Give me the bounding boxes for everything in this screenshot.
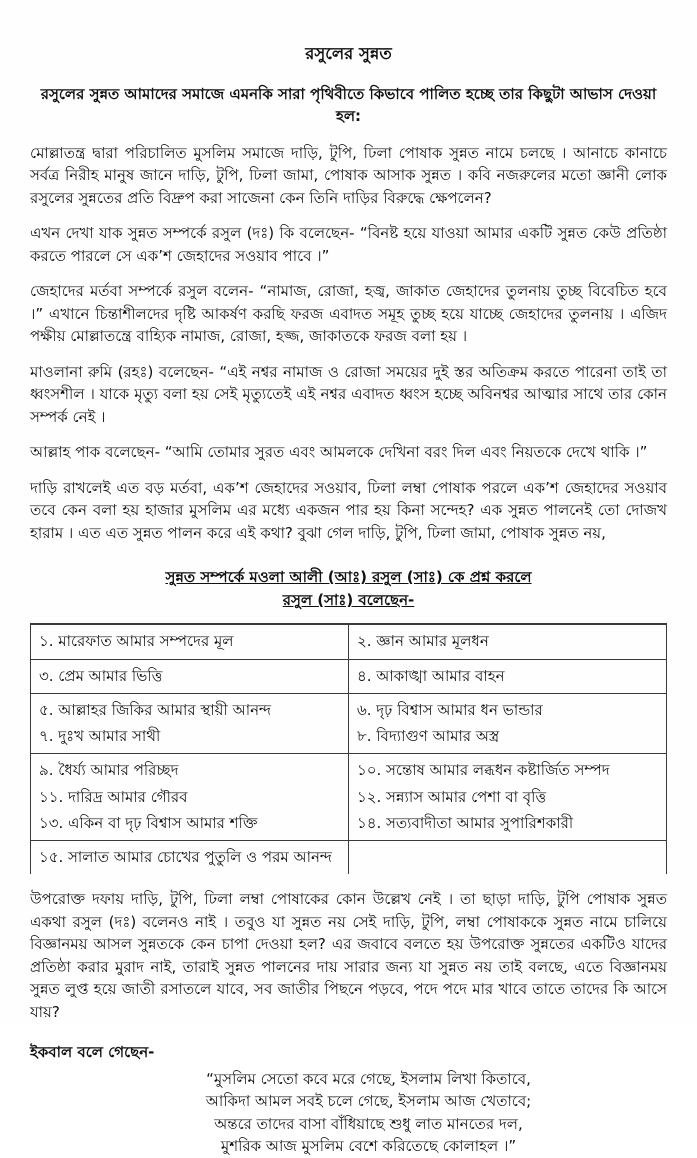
table-item: ১২. সন্ন্যাস আমার পেশা বা বৃত্তি — [357, 787, 547, 806]
table-item: ৮. বিদ্যাগুণ আমার অস্ত্র — [357, 727, 500, 745]
table-cell — [31, 624, 349, 659]
table-item: ৭. দুঃখ আমার সাথী — [39, 727, 161, 745]
table-row — [31, 693, 667, 754]
paragraph: মাওলানা রুমি (রহঃ) বলেছেন- “এই নশ্বর নামাজ ও রোজা সময়ের দুই স্তর অতিক্রম করতে পারেনা তাই তা ধ্বংসশীল । যাকে মৃত্যু বলা হয় সেই মৃত্যুতেই এই নশ্বর এবাদত ধ্বংস হচ্ছে অবিনশ্বর আত্মার সাথে তার কোন সম্পর্ক নেই । — [30, 362, 667, 426]
table-item: ৬. দৃঢ় বিশ্বাস আমার ধন ভান্ডার — [357, 700, 543, 719]
closing-paragraph: উপরোক্ত দফায় দাড়ি, টুপি, ঢিলা লম্বা পোষাকের কোন উল্লেখ নেই । তা ছাড়া দাড়ি, টুপি পোষাক সুন্নত একথা রসুল (দঃ) বলেনও নাই । তবুও যা সুন্নত নয় সেই দাড়ি, টুপি, লম্বা পোষাককে সুন্নত নামে চালিয়ে বিজ্ঞানময় আসল সুন্নতকে কেন চাপা দেওয়া হল? এর জবাবে বলতে হয় উপরোক্ত সুন্নতের একটিও যাদের প্রতিষ্ঠা করার মুরাদ নাই, তারাই সুন্নত পালনের দায় সারার জন্য যা সুন্নত নয় তাই বলছে, এতে বিজ্ঞানময় সুন্নত লুপ্ত হয়ে জাতী রসাতলে যাবে, সব জাতীর পিছনে পড়বে, পদে পদে মার খাবে তাতে তাদের কি আসে যায়? — [30, 890, 667, 1021]
table-row — [31, 754, 667, 841]
table-cell — [349, 624, 667, 659]
table-item: ৫. আল্লাহর জিকির আমার স্থায়ী আনন্দ — [39, 700, 272, 719]
verse-line: আকিদা আমল সবই চলে গেছে, ইসলাম আজ খেতাবে; — [205, 1092, 532, 1111]
sunnah-table — [30, 623, 667, 874]
table-cell — [31, 841, 349, 875]
table-item: ৩. প্রেম আমার ভিত্তি — [39, 666, 163, 685]
paragraph: এখন দেখা যাক সুন্নত সম্পর্কে রসুল (দঃ) কি বলেছেন- “বিনষ্ট হয়ে যাওয়া আমার একটি সুন্নত কেউ প্রতিষ্ঠা করতে পারলে সে এক’শ জেহাদের সওয়াব পাবে ।” — [30, 224, 667, 265]
verse-line: অন্তরে তাদের বাসা বাঁধিয়াছে শুধু লাত মানতের দল, — [214, 1114, 523, 1133]
paragraph: আল্লাহ পাক বলেছেন- “আমি তোমার সুরত এবং আমলকে দেখিনা বরং দিল এবং নিয়তকে দেখে থাকি ।” — [30, 443, 648, 462]
table-cell — [349, 693, 667, 754]
table-row — [31, 659, 667, 693]
table-cell — [349, 841, 667, 875]
table-item: ১৫. সালাত আমার চোখের পুতুলি ও পরম আনন্দ — [39, 848, 332, 866]
paragraph: মোল্লাতন্ত্র দ্বারা পরিচালিত মুসলিম সমাজে দাড়ি, টুপি, ঢিলা পোষাক সুন্নত নামে চলছে । আনাচে কানাচে সর্বত্র নিরীহ মানুষ জানে দাড়ি, টুপি, ঢিলা জামা, পোষাক আসাক সুন্নত । কবি নজরুলের মতো জ্ঞানী লোক রসুলের সুন্নতের প্রতি বিদ্রুপ করা সাজেনা কেন তিনি দাড়ির বিরুদ্ধে ক্ষেপলেন? — [30, 143, 667, 207]
verse-block — [110, 1068, 627, 1158]
table-row — [31, 624, 667, 659]
table-cell — [349, 659, 667, 693]
section-heading-line1: সুন্নত সম্পর্কে মওলা আলী (আঃ) রসুল (সাঃ) কে প্রশ্ন করলে — [165, 568, 532, 587]
section-heading — [30, 566, 667, 611]
verse-lead: ইকবাল বলে গেছেন- — [30, 1043, 155, 1062]
section-heading-line2: রসুল (সাঃ) বলেছেন- — [282, 590, 415, 609]
table-item: ১১. দারিদ্র আমার গৌরব — [39, 787, 188, 806]
paragraph: দাড়ি রাখলেই এত বড় মর্তবা, এক’শ জেহাদের সওয়াব, ঢিলা লম্বা পোষাক পরলে এক’শ জেহাদের সওয়াব তবে কেন বলা হয় হাজার মুসলিম এর মধ্যে একজন পার হয় কিনা সন্দেহ? এক সুন্নত পালনেই তো দোজখ হারাম । এত এত সুন্নত পালন করে এই কথা? বুঝা গেল দাড়ি, টুপি, ঢিলা জামা, পোষাক সুন্নত নয়, — [30, 478, 667, 542]
table-item: ১৪. সত্যবাদীতা আমার সুপারিশকারী — [357, 813, 574, 832]
page-title: রসুলের সুন্নত — [305, 44, 392, 63]
verse-line: মুশরিক আজ মুসলিম বেশে করিতেছে কোলাহল ।” — [220, 1137, 517, 1156]
table-cell — [31, 754, 349, 841]
paragraph: জেহাদের মর্তবা সম্পর্কে রসুল বলেন- “নামাজ, রোজা, হজ্ব, জাকাত জেহাদের তুলনায় তুচ্ছ বিবেচিত হবে ।” এখানে চিন্তাশীলদের দৃষ্টি আকর্ষণ করছি ফরজ এবাদত সমূহ তুচ্ছ হয়ে যাচ্ছে জেহাদের তুলনায় । এজিদ পক্ষীয় মোল্লাতন্ত্রে বাহ্যিক নামাজ, রোজা, হজ্জ, জাকাতকে ফরজ বলা হয় । — [30, 282, 667, 346]
table-item: ১০. সন্তোষ আমার লব্ধধন কষ্টার্জিত সম্পদ — [357, 761, 610, 780]
table-item: ১. মারেফাত আমার সম্পদের মূল — [39, 632, 234, 651]
table-item: ৪. আকাঙ্খা আমার বাহন — [357, 666, 505, 685]
table-item: ১৩. একিন বা দৃঢ় বিশ্বাস আমার শক্তি — [39, 813, 258, 832]
table-cell — [31, 659, 349, 693]
table-row — [31, 841, 667, 875]
table-cell — [349, 754, 667, 841]
intro-text: রসুলের সুন্নত আমাদের সমাজে এমনকি সারা পৃথিবীতে কিভাবে পালিত হচ্ছে তার কিছুটা আভাস দেওয়া হল: — [40, 84, 657, 126]
table-item: ২. জ্ঞান আমার মূলধন — [357, 632, 489, 651]
verse-line: “মুসলিম সেতো কবে মরে গেছে, ইসলাম লিখা কিতাবে, — [206, 1069, 531, 1088]
table-item: ৯. ধৈর্য্য আমার পরিচ্ছদ — [39, 761, 179, 780]
table-cell — [31, 693, 349, 754]
